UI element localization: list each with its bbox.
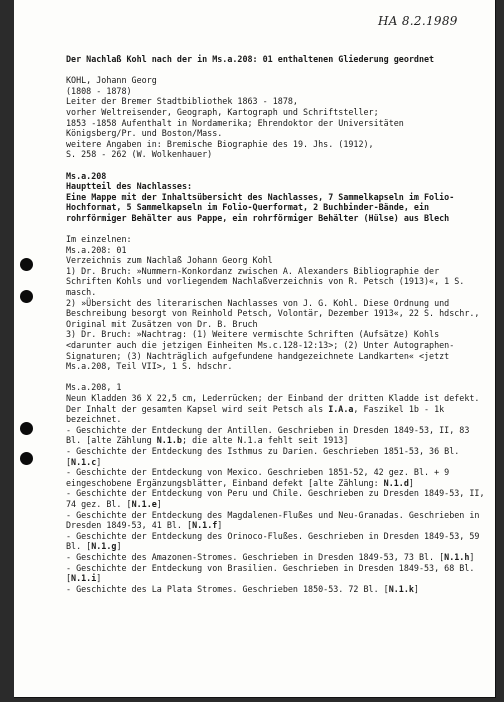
section-line: Im einzelnen: (66, 234, 132, 245)
faszikel-code: I.A.a (328, 403, 354, 414)
item-code: N.1.d (383, 477, 409, 488)
list-item: - Geschichte der Entdeckung von Brasilien. Geschrieben in Dresden 1849-53, 68 Bl. [N.1.i] (66, 562, 475, 584)
bio-line: 1853 -1858 Aufenthalt in Nordamerika; Ehrendoktor der Universitäten (66, 117, 404, 128)
section-1-intro: Neun Kladden 36 X 22,5 cm, Lederrücken; der Einband der dritten Kladde ist defekt. Der Inhalt der gesamten Kapsel wird seit Petsch als I.A.a, Faszikel 1b - 1k bezeichnet. (66, 393, 480, 425)
section-line: 3) Dr. Bruch: »Nachtrag: (1) Weitere vermischte Schriften (Aufsätze) Kohls <darunter auch die jetzigen Einheiten Ms.c.128-12:13>; (2) Unter Autographen-Signaturen; (3) Nachträglich aufgefundene handgezeichnete Landkarten« <jetzt Ms.a.208, Teil VII>, 1 S. hdschr. (66, 329, 455, 372)
main-collection-block (66, 171, 486, 224)
punch-hole (20, 452, 33, 465)
section-1-shelfmark: Ms.a.208, 1 (66, 382, 122, 393)
document-title: Der Nachlaß Kohl nach der in Ms.a.208: 01 enthaltenen Gliederung geordnet (66, 54, 435, 64)
section-1-block (66, 382, 486, 594)
item-code: N.1.i (71, 573, 97, 584)
bio-line: vorher Weltreisender, Geograph, Kartograph und Schriftsteller; (66, 106, 379, 117)
list-item: - Geschichte des Amazonen-Stromes. Geschrieben in Dresden 1849-53, 73 Bl. [N.1.h] (66, 551, 475, 562)
bio-line: Leiter der Bremer Stadtbibliothek 1863 - 1878, (66, 96, 298, 107)
main-shelfmark: Ms.a.208 (66, 170, 107, 181)
item-code: N.1.k (388, 583, 414, 594)
bio-line: KOHL, Johann Georg (66, 75, 157, 86)
bio-line: S. 258 - 262 (W. Wolkenhauer) (66, 149, 213, 160)
section-line: 1) Dr. Bruch: »Nummern-Konkordanz zwischen A. Alexanders Bibliographie der Schriften Kohls und vorliegendem Nachlaßverzeichnis von R. Petsch (1913)«, 1 S. masch. (66, 265, 465, 298)
item-code: N.1.f (192, 520, 218, 531)
list-item: - Geschichte der Entdeckung von Peru und Chile. Geschrieben zu Dresden 1849-53, II, 74 gez. Bl. [N.1.e] (66, 488, 485, 509)
punch-hole (20, 290, 33, 303)
list-item: - Geschichte der Entdeckung des Magdalenen-Flußes und Neu-Granadas. Geschrieben in Dresden 1849-53, 41 Bl. [N.1.f] (66, 509, 480, 531)
bio-line: Königsberg/Pr. und Boston/Mass. (66, 128, 223, 139)
bio-line: weitere Angaben in: Bremische Biographie des 19. Jhs. (1912), (66, 138, 374, 149)
item-code: N.1.b (156, 435, 182, 446)
document-content (66, 54, 486, 594)
main-summary: Eine Mappe mit der Inhaltsübersicht des Nachlasses, 7 Sammelkapseln im Folio-Hochformat, 5 Sammelkapseln im Folio-Querformat, 2 Buchbinder-Bände, ein rohrförmiger Behälter aus Pappe, ein rohrförmiger Behälter (Hülse) aus Blech (66, 191, 455, 223)
section-line: 2) »Übersicht des literarischen Nachlasses von J. G. Kohl. Diese Ordnung und Beschreibung besorgt von Reinhold Petsch, Volontär, Dezember 1913«, 22 S. hdschr., Original mit Zusätzen von Dr. B. Bruch (66, 297, 480, 329)
list-item: - Geschichte der Entdeckung der Antillen. Geschrieben in Dresden 1849-53, II, 83 Bl. [alte Zählung N.1.b; die alte N.1.a fehlt seit 1913] (66, 424, 470, 446)
punch-hole (20, 258, 33, 271)
item-code: N.1.e (131, 498, 157, 509)
section-line: Verzeichnis zum Nachlaß Johann Georg Kohl (66, 255, 273, 266)
main-heading: Hauptteil des Nachlasses: (66, 181, 193, 192)
item-code: N.1.g (91, 541, 117, 552)
list-item: - Geschichte der Entdeckung des Orinoco-Flußes. Geschrieben in Dresden 1849-53, 59 Bl. [N.1.g] (66, 530, 480, 552)
handwritten-date-note: HA 8.2.1989 (378, 14, 458, 28)
item-code: N.1.h (444, 551, 470, 562)
punch-hole (20, 422, 33, 435)
bio-line: (1808 - 1878) (66, 85, 132, 96)
section-line: Ms.a.208: 01 (66, 244, 127, 255)
document-page (14, 0, 496, 698)
list-item: - Geschichte des La Plata Stromes. Geschrieben 1850-53. 72 Bl. [N.1.k] (66, 583, 419, 594)
bio-block (66, 75, 486, 160)
list-item: - Geschichte der Entdeckung des Isthmus zu Darien. Geschrieben 1851-53, 36 Bl. [N.1.c] (66, 445, 460, 467)
list-item: - Geschichte der Entdeckung von Mexico. Geschrieben 1851-52, 42 gez. Bl. + 9 eingeschobene Ergänzungsblätter, Einband defekt [alte Zählung: N.1.d] (66, 467, 450, 488)
item-code: N.1.c (71, 456, 97, 467)
section-01-block (66, 234, 486, 372)
